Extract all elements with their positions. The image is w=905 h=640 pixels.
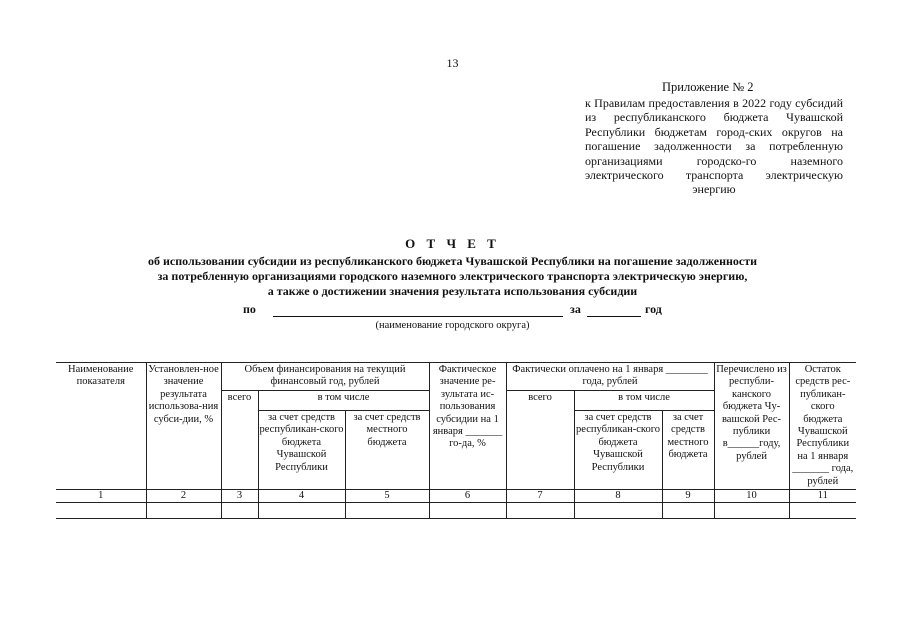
col-number: 8 [574, 490, 662, 503]
header-paid-including: в том числе [574, 390, 714, 410]
table-cell[interactable] [56, 503, 146, 519]
header-financing-total: всего [221, 390, 258, 489]
god-label: год [645, 302, 662, 316]
table-cell[interactable] [146, 503, 221, 519]
col-number: 11 [789, 490, 856, 503]
header-financing-republic: за счет средств республикан-ского бюджета Чувашской Республики [258, 411, 345, 490]
header-paid-group: Фактически оплачено на 1 января ________ года, рублей [506, 363, 714, 391]
header-paid-local: за счет средств местного бюджета [662, 411, 714, 490]
report-subtitle-line-2: за потребленную организациями городского наземного электрического транспорта электрическую энергию, [157, 269, 748, 283]
district-name-field[interactable] [273, 316, 563, 317]
table-cell[interactable] [574, 503, 662, 519]
col-number: 10 [714, 490, 789, 503]
table-cell[interactable] [221, 503, 258, 519]
header-remainder: Остаток средств рес-публикан-ского бюджета Чувашской Республики на 1 января _______ года, рублей [789, 363, 856, 490]
table-number-row [56, 490, 856, 503]
header-actual-value: Фактическое значение ре-зультата ис-пользования субсидии на 1 января _______ го-да, % [429, 363, 506, 490]
report-subtitle [60, 254, 845, 299]
col-number: 1 [56, 490, 146, 503]
table-header-row-1 [56, 363, 856, 391]
table-cell[interactable] [429, 503, 506, 519]
table-cell[interactable] [506, 503, 574, 519]
table-cell[interactable] [345, 503, 429, 519]
header-set-value: Установлен-ное значение результата использова-ния субси-дии, % [146, 363, 221, 490]
year-field[interactable] [587, 316, 641, 317]
col-number: 3 [221, 490, 258, 503]
report-title: О Т Ч Е Т [405, 236, 500, 251]
table-cell[interactable] [714, 503, 789, 519]
header-paid-republic: за счет средств республикан-ского бюджета Чувашской Республики [574, 411, 662, 490]
col-number: 6 [429, 490, 506, 503]
header-financing-local: за счет средств местного бюджета [345, 411, 429, 490]
za-label: за [570, 302, 581, 316]
col-number: 4 [258, 490, 345, 503]
table-cell[interactable] [789, 503, 856, 519]
col-number: 9 [662, 490, 714, 503]
header-financing-group: Объем финансирования на текущий финансовый год, рублей [221, 363, 429, 391]
table-cell[interactable] [662, 503, 714, 519]
appendix-body: к Правилам предоставления в 2022 году субсидий из республиканского бюджета Чувашской Республики бюджетам город-ских округов на погашение задолженности за потребленную организациями городско-го наземного электрического транспорта электрическую энергию [585, 96, 843, 197]
header-financing-including: в том числе [258, 390, 429, 410]
header-indicator-name: Наименование показателя [56, 363, 146, 490]
col-number: 5 [345, 490, 429, 503]
header-paid-total: всего [506, 390, 574, 489]
col-number: 7 [506, 490, 574, 503]
page-number: 13 [446, 56, 459, 70]
appendix-title: Приложение № 2 [662, 80, 754, 94]
po-label: по [243, 302, 256, 316]
report-subtitle-line-1: об использовании субсидии из республиканского бюджета Чувашской Республики на погашение задолженности [147, 254, 758, 268]
report-subtitle-line-3: а также о достижении значения результата использования субсидии [267, 284, 638, 298]
district-caption: (наименование городского округа) [375, 320, 530, 331]
col-number: 2 [146, 490, 221, 503]
report-table [56, 362, 856, 519]
table-row [56, 503, 856, 519]
header-transferred: Перечислено из республи-канского бюджета Чу-вашской Рес-публики в______году, рублей [714, 363, 789, 490]
table-cell[interactable] [258, 503, 345, 519]
